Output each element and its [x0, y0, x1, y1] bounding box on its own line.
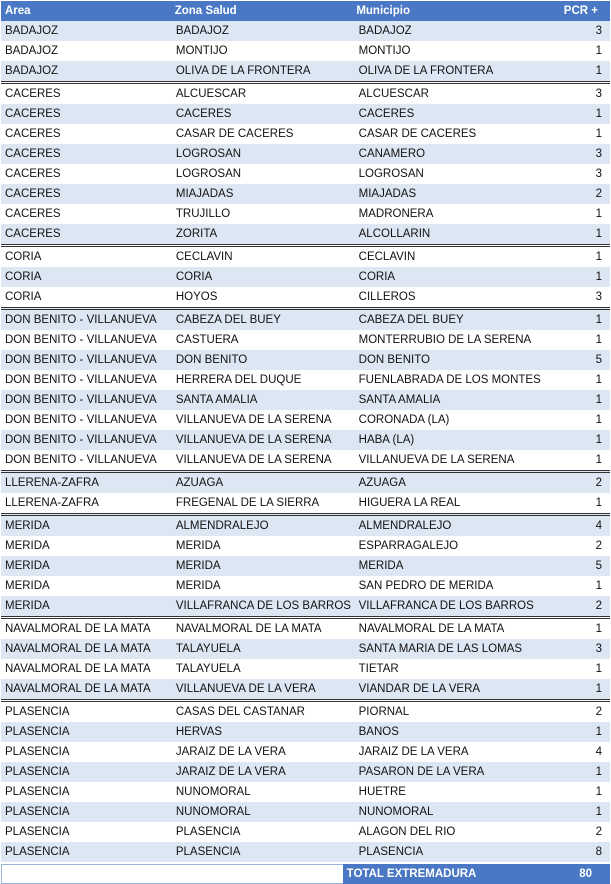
cell-pcr: 1 — [595, 454, 602, 466]
table-row — [1, 350, 610, 370]
cell-pcr: 5 — [595, 560, 602, 572]
cell-zona-salud: JARAIZ DE LA VERA — [175, 766, 286, 778]
cell-municipio: ESPARRAGALEJO — [358, 540, 459, 552]
table-header — [1, 1, 610, 21]
cell-area: DON BENITO - VILLANUEVA — [5, 394, 157, 406]
cell-pcr: 2 — [595, 600, 602, 612]
cell-zona-salud: HERVAS — [175, 726, 223, 738]
cell-municipio: TIETAR — [358, 663, 399, 675]
cell-area: DON BENITO - VILLANUEVA — [5, 314, 157, 326]
cell-area: MÉRIDA — [5, 560, 50, 572]
cell-area: CORIA — [5, 271, 42, 283]
cell-municipio: CAÑAMERO — [358, 148, 426, 160]
cell-area: NAVALMORAL DE LA MATA — [5, 623, 151, 635]
cell-municipio: ALAGON DEL RIO — [358, 826, 456, 838]
cell-area: MÉRIDA — [5, 540, 50, 552]
cell-municipio: ALCOLLARIN — [358, 228, 431, 240]
cell-pcr: 1 — [595, 108, 602, 120]
cell-municipio: HUETRE — [358, 786, 406, 798]
cell-zona-salud: VILLANUEVA DE LA SERENA — [175, 454, 332, 466]
table-row — [1, 61, 610, 81]
cell-pcr: 1 — [595, 580, 602, 592]
table-row — [1, 576, 610, 596]
cell-municipio: CECLAVIN — [358, 251, 416, 263]
cell-zona-salud: LOGROSAN — [175, 168, 242, 180]
cell-zona-salud: TRUJILLO — [175, 208, 231, 220]
table-row — [1, 164, 610, 184]
table-row — [1, 224, 610, 244]
cell-municipio: NUÑOMORAL — [358, 806, 434, 818]
cell-area: NAVALMORAL DE LA MATA — [5, 663, 151, 675]
cell-municipio: DON BENITO — [358, 354, 430, 366]
cell-zona-salud: VILLANUEVA DE LA SERENA — [175, 414, 332, 426]
cell-area: CÁCERES — [5, 108, 61, 120]
cell-municipio: BAÑOS — [358, 726, 399, 738]
cell-pcr: 1 — [595, 394, 602, 406]
total-label: TOTAL EXTREMADURA — [343, 864, 534, 884]
cell-area: BADAJOZ — [5, 45, 59, 57]
cell-pcr: 1 — [595, 766, 602, 778]
table-row — [1, 802, 610, 822]
table-row — [1, 430, 610, 450]
cell-zona-salud: HERRERA DEL DUQUE — [175, 374, 302, 386]
cell-municipio: CASAR DE CACERES — [358, 128, 477, 140]
cell-area: PLASENCIA — [5, 826, 70, 838]
cell-pcr: 1 — [595, 726, 602, 738]
cell-municipio: MIAJADAS — [358, 188, 417, 200]
cell-pcr: 1 — [595, 128, 602, 140]
cell-area: DON BENITO - VILLANUEVA — [5, 454, 157, 466]
table-row — [1, 450, 610, 470]
cell-zona-salud: CABEZA DEL BUEY — [175, 314, 281, 326]
cell-zona-salud: HOYOS — [175, 291, 218, 303]
cell-pcr: 5 — [595, 354, 602, 366]
cell-pcr: 1 — [595, 45, 602, 57]
cell-zona-salud: CASAS DEL CASTAÑAR — [175, 706, 305, 718]
cell-municipio: VILLAFRANCA DE LOS BARROS — [358, 600, 534, 612]
table-row — [1, 287, 610, 307]
cell-pcr: 3 — [595, 88, 602, 100]
cell-area: CÁCERES — [5, 128, 61, 140]
table-body — [1, 21, 610, 862]
cell-municipio: HABA (LA) — [358, 434, 415, 446]
cell-municipio: AZUAGA — [358, 477, 406, 489]
cell-area: PLASENCIA — [5, 806, 70, 818]
cell-area: PLASENCIA — [5, 846, 70, 858]
cell-pcr: 1 — [595, 208, 602, 220]
cell-area: NAVALMORAL DE LA MATA — [5, 643, 151, 655]
table-row — [1, 822, 610, 842]
cell-area: LLERENA-ZAFRA — [5, 477, 99, 489]
cell-municipio: VIANDAR DE LA VERA — [358, 683, 481, 695]
cell-zona-salud: PLASENCIA — [175, 826, 241, 838]
cell-pcr: 4 — [595, 520, 602, 532]
cell-area: BADAJOZ — [5, 25, 59, 37]
cell-area: DON BENITO - VILLANUEVA — [5, 354, 157, 366]
cell-pcr: 1 — [595, 271, 602, 283]
cell-area: LLERENA-ZAFRA — [5, 497, 99, 509]
cell-area: DON BENITO - VILLANUEVA — [5, 374, 157, 386]
cell-zona-salud: NUÑOMORAL — [175, 786, 251, 798]
cell-area: MÉRIDA — [5, 520, 50, 532]
cell-pcr: 2 — [595, 826, 602, 838]
cell-area: MÉRIDA — [5, 580, 50, 592]
cell-pcr: 3 — [595, 168, 602, 180]
cell-zona-salud: MONTIJO — [175, 45, 228, 57]
cell-pcr: 1 — [595, 314, 602, 326]
cell-municipio: FUENLABRADA DE LOS MONTES — [358, 374, 541, 386]
table-row — [1, 699, 610, 722]
total-spacer — [1, 864, 343, 884]
cell-municipio: BADAJOZ — [358, 25, 412, 37]
cell-zona-salud: MERIDA — [175, 560, 221, 572]
cell-municipio: MONTIJO — [358, 45, 411, 57]
cell-area: CORIA — [5, 291, 42, 303]
cell-area: CÁCERES — [5, 168, 61, 180]
table-row — [1, 410, 610, 430]
cell-zona-salud: ALMENDRALEJO — [175, 520, 269, 532]
cell-zona-salud: CASTUERA — [175, 334, 239, 346]
cell-municipio: OLIVA DE LA FRONTERA — [358, 65, 494, 77]
cell-pcr: 3 — [595, 148, 602, 160]
cell-area: DON BENITO - VILLANUEVA — [5, 434, 157, 446]
cell-pcr: 2 — [595, 540, 602, 552]
table-row — [1, 267, 610, 287]
cell-municipio: NAVALMORAL DE LA MATA — [358, 623, 505, 635]
cell-municipio: CORIA — [358, 271, 396, 283]
table-row — [1, 244, 610, 267]
cell-municipio: VILLANUEVA DE LA SERENA — [358, 454, 515, 466]
cell-pcr: 1 — [595, 334, 602, 346]
cell-pcr: 1 — [595, 374, 602, 386]
cell-municipio: SAN PEDRO DE MERIDA — [358, 580, 494, 592]
table-row — [1, 104, 610, 124]
cell-pcr: 8 — [595, 846, 602, 858]
cell-zona-salud: TALAYUELA — [175, 663, 241, 675]
cell-zona-salud: CACERES — [175, 108, 232, 120]
cell-municipio: HIGUERA LA REAL — [358, 497, 461, 509]
table-row — [1, 330, 610, 350]
header-pcr: PCR + — [563, 5, 598, 17]
cell-area: PLASENCIA — [5, 706, 70, 718]
cell-area: DON BENITO - VILLANUEVA — [5, 414, 157, 426]
cell-area: CÁCERES — [5, 88, 61, 100]
cell-municipio: PLASENCIA — [358, 846, 424, 858]
cell-zona-salud: PLASENCIA — [175, 846, 241, 858]
cell-pcr: 1 — [595, 65, 602, 77]
cell-pcr: 1 — [595, 683, 602, 695]
table-row — [1, 124, 610, 144]
cell-municipio: CILLEROS — [358, 291, 416, 303]
cell-zona-salud: JARAIZ DE LA VERA — [175, 746, 286, 758]
table-row — [1, 679, 610, 699]
pcr-table — [1, 1, 610, 884]
cell-zona-salud: AZUAGA — [175, 477, 224, 489]
cell-pcr: 2 — [595, 477, 602, 489]
cell-area: CÁCERES — [5, 188, 61, 200]
cell-area: PLASENCIA — [5, 746, 70, 758]
cell-pcr: 1 — [595, 434, 602, 446]
header-area: Área — [5, 5, 31, 17]
cell-municipio: MERIDA — [358, 560, 404, 572]
cell-municipio: MONTERRUBIO DE LA SERENA — [358, 334, 532, 346]
cell-municipio: PIORNAL — [358, 706, 410, 718]
cell-pcr: 3 — [595, 643, 602, 655]
cell-pcr: 3 — [595, 25, 602, 37]
cell-municipio: LOGROSAN — [358, 168, 424, 180]
cell-pcr: 2 — [595, 188, 602, 200]
cell-area: DON BENITO - VILLANUEVA — [5, 334, 157, 346]
cell-municipio: SANTA AMALIA — [358, 394, 441, 406]
total-value: 80 — [533, 864, 610, 884]
table-row — [1, 722, 610, 742]
header-municipio: Municipio — [356, 5, 410, 17]
cell-area: PLASENCIA — [5, 726, 70, 738]
cell-municipio: CACERES — [358, 108, 415, 120]
cell-zona-salud: VILLAFRANCA DE LOS BARROS — [175, 600, 351, 612]
table-row — [1, 659, 610, 679]
table-row — [1, 536, 610, 556]
cell-zona-salud: ZORITA — [175, 228, 218, 240]
table-row — [1, 370, 610, 390]
cell-municipio: ALCUESCAR — [358, 88, 429, 100]
cell-municipio: CABEZA DEL BUEY — [358, 314, 464, 326]
table-row — [1, 307, 610, 330]
cell-zona-salud: VILLANUEVA DE LA VERA — [175, 683, 316, 695]
table-row — [1, 493, 610, 513]
cell-municipio: MADROÑERA — [358, 208, 434, 220]
table-row — [1, 513, 610, 536]
cell-area: CORIA — [5, 251, 42, 263]
cell-zona-salud: CECLAVIN — [175, 251, 233, 263]
table-row — [1, 742, 610, 762]
cell-zona-salud: NAVALMORAL DE LA MATA — [175, 623, 322, 635]
cell-area: MÉRIDA — [5, 600, 50, 612]
table-row — [1, 596, 610, 616]
cell-zona-salud: CASAR DE CACERES — [175, 128, 294, 140]
table-row — [1, 470, 610, 493]
table-row — [1, 184, 610, 204]
cell-zona-salud: OLIVA DE LA FRONTERA — [175, 65, 311, 77]
cell-pcr: 2 — [595, 706, 602, 718]
table-row — [1, 782, 610, 802]
cell-zona-salud: MIAJADAS — [175, 188, 234, 200]
cell-municipio: PASARON DE LA VERA — [358, 766, 485, 778]
header-zona-salud: Zona Salud — [174, 5, 237, 17]
table-row — [1, 616, 610, 639]
cell-municipio: ALMENDRALEJO — [358, 520, 452, 532]
table-row — [1, 204, 610, 224]
total-row — [1, 864, 610, 884]
cell-pcr: 1 — [595, 251, 602, 263]
cell-zona-salud: VILLANUEVA DE LA SERENA — [175, 434, 332, 446]
cell-area: NAVALMORAL DE LA MATA — [5, 683, 151, 695]
table-row — [1, 144, 610, 164]
cell-area: CÁCERES — [5, 228, 61, 240]
cell-pcr: 3 — [595, 291, 602, 303]
cell-municipio: JARAIZ DE LA VERA — [358, 746, 469, 758]
cell-zona-salud: ALCUESCAR — [175, 88, 247, 100]
table-row — [1, 639, 610, 659]
cell-zona-salud: BADAJOZ — [175, 25, 229, 37]
cell-area: PLASENCIA — [5, 766, 70, 778]
cell-municipio: SANTA MARIA DE LAS LOMAS — [358, 643, 523, 655]
cell-zona-salud: NUÑOMORAL — [175, 806, 251, 818]
cell-zona-salud: CORIA — [175, 271, 213, 283]
cell-zona-salud: MERIDA — [175, 580, 221, 592]
cell-pcr: 1 — [595, 228, 602, 240]
table-row — [1, 41, 610, 61]
cell-pcr: 1 — [595, 806, 602, 818]
cell-pcr: 4 — [595, 746, 602, 758]
table-row — [1, 842, 610, 862]
cell-area: PLASENCIA — [5, 786, 70, 798]
table-row — [1, 390, 610, 410]
cell-pcr: 1 — [595, 414, 602, 426]
cell-area: CÁCERES — [5, 208, 61, 220]
cell-pcr: 1 — [595, 663, 602, 675]
cell-area: CÁCERES — [5, 148, 61, 160]
table-row — [1, 556, 610, 576]
table-row — [1, 762, 610, 782]
cell-zona-salud: TALAYUELA — [175, 643, 241, 655]
cell-zona-salud: DON BENITO — [175, 354, 248, 366]
cell-zona-salud: FREGENAL DE LA SIERRA — [175, 497, 320, 509]
cell-zona-salud: LOGROSAN — [175, 148, 242, 160]
cell-pcr: 1 — [595, 497, 602, 509]
cell-area: BADAJOZ — [5, 65, 59, 77]
cell-zona-salud: SANTA AMALIA — [175, 394, 258, 406]
cell-municipio: CORONADA (LA) — [358, 414, 450, 426]
table-row — [1, 81, 610, 104]
cell-pcr: 1 — [595, 623, 602, 635]
cell-zona-salud: MERIDA — [175, 540, 221, 552]
table-row — [1, 21, 610, 41]
cell-pcr: 1 — [595, 786, 602, 798]
